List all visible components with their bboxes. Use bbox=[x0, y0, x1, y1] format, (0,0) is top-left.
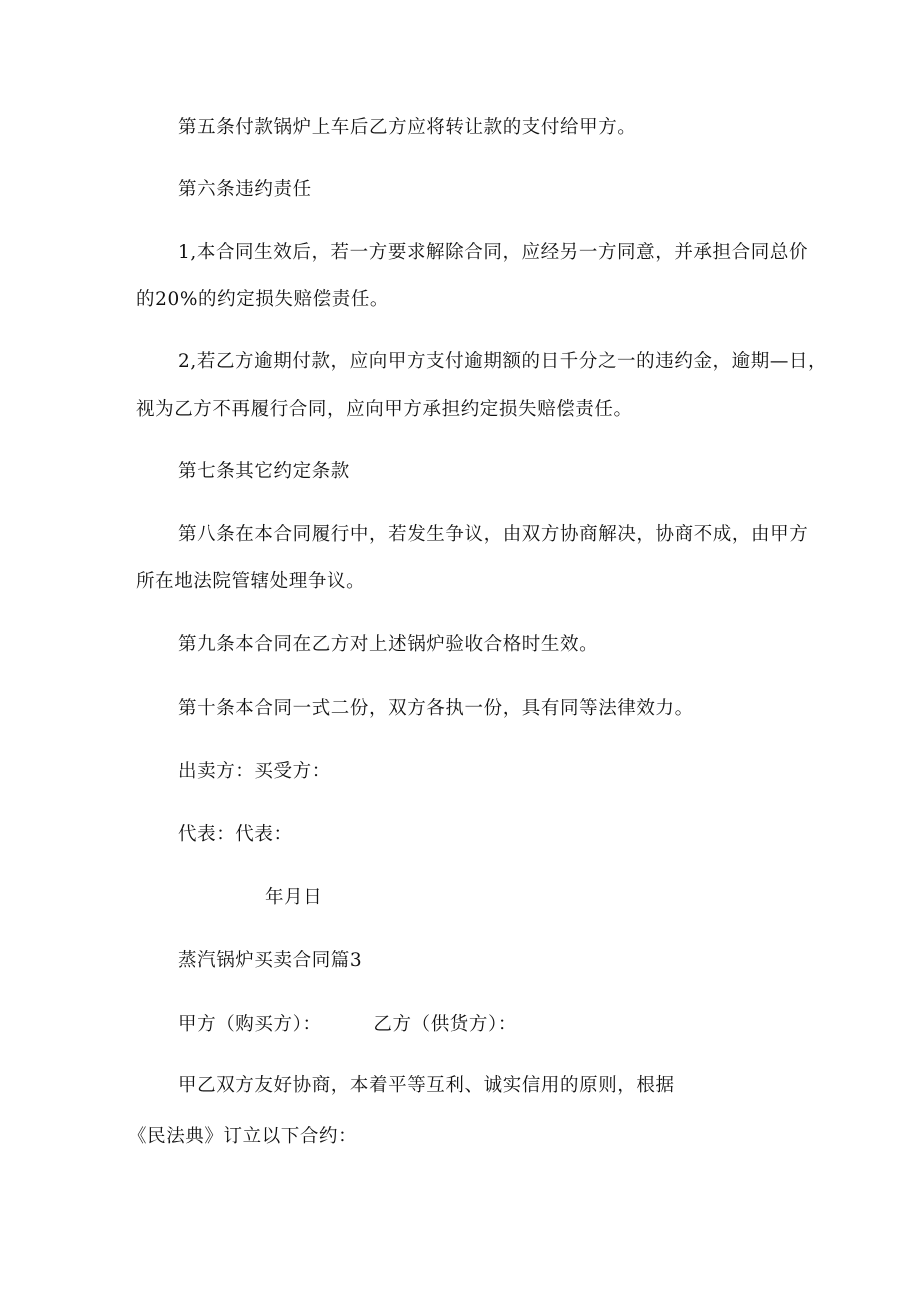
parties-line: 甲方（购买方）： 乙方（供货方）： bbox=[178, 1014, 517, 1035]
preamble-line-2: 《民法典》订立以下合约： bbox=[128, 1126, 358, 1147]
parties-signature-line: 出卖方：买受方： bbox=[178, 761, 331, 782]
section-title: 蒸汽锅炉买卖合同篇3 bbox=[178, 950, 363, 971]
clause-5-payment: 第五条付款锅炉上车后乙方应将转让款的支付给甲方。 bbox=[178, 117, 637, 138]
clause-9: 第九条本合同在乙方对上述锅炉验收合格时生效。 bbox=[178, 634, 599, 655]
clause-6-item-2-line-2: 视为乙方不再履行合同，应向甲方承担约定损失赔偿责任。 bbox=[136, 399, 633, 420]
clause-6-item-1-line-1: 1,本合同生效后，若一方要求解除合同，应经另一方同意，并承担合同总价 bbox=[178, 242, 809, 263]
clause-7-heading: 第七条其它约定条款 bbox=[178, 461, 350, 482]
clause-6-item-1-line-2: 的20%的约定损失赔偿责任。 bbox=[136, 289, 390, 310]
clause-8-line-1: 第八条在本合同履行中，若发生争议，由双方协商解决，协商不成，由甲方 bbox=[178, 524, 809, 545]
representatives-line: 代表：代表： bbox=[178, 824, 293, 845]
clause-6-heading: 第六条违约责任 bbox=[178, 179, 312, 200]
clause-10: 第十条本合同一式二份，双方各执一份，具有同等法律效力。 bbox=[178, 698, 694, 719]
preamble-line-1: 甲乙双方友好协商，本着平等互利、诚实信用的原则，根据 bbox=[178, 1075, 675, 1096]
clause-8-line-2: 所在地法院管辖处理争议。 bbox=[136, 571, 366, 592]
date-line: 年月日 bbox=[265, 887, 323, 908]
clause-6-item-2-line-1: 2,若乙方逾期付款，应向甲方支付逾期额的日千分之一的违约金，逾期—日， bbox=[178, 351, 828, 372]
